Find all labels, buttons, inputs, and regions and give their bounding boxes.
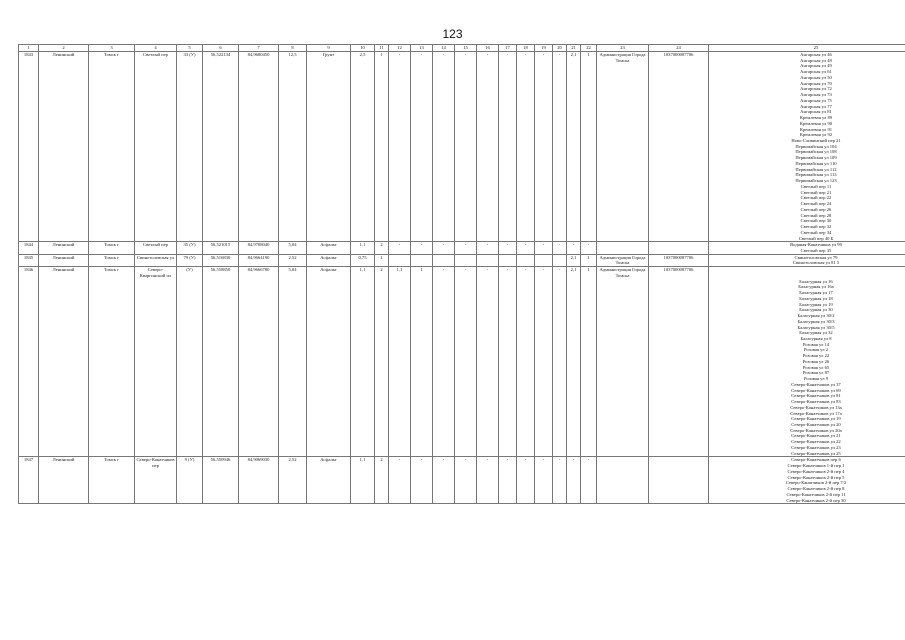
address-item: Первомайская ул 112: [795, 166, 837, 172]
table-cell: -: [553, 52, 567, 242]
address-item: Ангарская ул 61: [800, 69, 832, 75]
address-item: Свинотоловская ул 79: [794, 254, 838, 260]
table-cell: -: [499, 267, 517, 457]
address-item: Северо-Канатчиков 2-й пер 8: [787, 486, 845, 492]
table-cell: -: [499, 242, 517, 254]
table-cell: 56,558850: [203, 267, 239, 457]
address-item: Балагурная ул 30/5: [797, 324, 835, 330]
table-cell: -: [477, 267, 499, 457]
column-header: 21: [567, 45, 581, 52]
column-header: 17: [499, 45, 517, 52]
address-item: Розовая ул 2: [803, 347, 829, 353]
address-item: Северо-Канатчиков ул 25: [791, 450, 841, 456]
table-cell: -: [567, 242, 581, 254]
address-item: Розовая ул 65: [802, 364, 830, 370]
address-item: Балагурная ул 18: [799, 295, 833, 301]
table-cell: Асфальт: [307, 242, 351, 254]
address-item: Светлый пер 34: [800, 229, 832, 235]
address-item: Светлый пер 24: [800, 201, 832, 207]
address-item: Первомайская ул 110: [795, 160, 837, 166]
table-cell: Ленинский: [39, 52, 89, 242]
address-item: Кремлевая ул 89: [799, 115, 833, 121]
table-cell: -: [581, 457, 597, 504]
table-cell: 2,1: [567, 267, 581, 457]
table-cell: -: [455, 457, 477, 504]
table-cell: 1037000087706: [649, 254, 709, 266]
table-row: [19, 242, 905, 254]
address-item: Розовая ул 14: [802, 341, 830, 347]
table-cell: 2,1: [567, 52, 581, 242]
table-row: [19, 52, 905, 242]
address-item: Северо-Канатчиков пер 6: [791, 457, 841, 463]
address-item: Светлый пер 22: [800, 195, 832, 201]
table-cell: Томск г: [89, 52, 135, 242]
table-cell: -: [535, 242, 553, 254]
table-cell: Северо-Кваргинский пл: [135, 267, 177, 457]
column-header: 23: [597, 45, 649, 52]
address-item: Северо-Канатчиков ул 20а: [790, 427, 842, 433]
column-header: 3: [89, 45, 135, 52]
column-header: 10: [351, 45, 375, 52]
table-cell: [553, 254, 567, 266]
column-header: 7: [239, 45, 279, 52]
table-row: [19, 254, 905, 266]
table-cell: Администрация Города Томска: [597, 254, 649, 266]
table-cell: -: [477, 52, 499, 242]
table-cell: -: [477, 242, 499, 254]
table-cell: 1846: [19, 267, 39, 457]
address-item: Светлый пер 11: [800, 183, 832, 189]
table-cell: -: [553, 457, 567, 504]
table-cell: 1037000087706: [649, 267, 709, 457]
address-item: Первомайская ул 108: [795, 149, 837, 155]
address-item: Северо-Канатчиков ул 20: [791, 422, 841, 427]
table-cell: -: [517, 267, 535, 457]
table-cell: 1037000087706: [649, 52, 709, 242]
address-item: Ангарская ул 75: [800, 97, 832, 103]
column-header: 13: [411, 45, 433, 52]
table-cell: -: [389, 242, 411, 254]
table-cell: 12,5: [279, 52, 307, 242]
table-cell: -: [411, 457, 433, 504]
column-header: 18: [517, 45, 535, 52]
table-cell: Светлый пер: [135, 52, 177, 242]
column-header: 12: [389, 45, 411, 52]
address-item: Северо-Канатчиков ул 19: [791, 416, 841, 422]
table-cell: Северо-Канатчиков пер: [135, 457, 177, 504]
table-cell: -: [455, 267, 477, 457]
table-cell: 84,9069030: [239, 457, 279, 504]
table-cell: -: [389, 52, 411, 242]
column-header: 4: [135, 45, 177, 52]
table-cell: Ленинский: [39, 267, 89, 457]
table-cell: 56,516830: [203, 254, 239, 266]
table-cell: [649, 242, 709, 254]
address-item: Ангарская ул 77: [800, 103, 832, 109]
table-cell: [389, 254, 411, 266]
address-item: Северо-Канатчиков ул 81: [791, 393, 841, 399]
table-cell: -: [411, 52, 433, 242]
table-cell: Асфальт: [307, 254, 351, 266]
address-item: Северо-Канатчиков 2-й пер 7/2: [785, 480, 847, 486]
address-item: Северо-Канатчиков ул 83: [791, 399, 841, 405]
table-cell: 1: [581, 52, 597, 242]
column-header: 24: [649, 45, 709, 52]
address-item: Светлый пер 26: [800, 206, 832, 212]
table-cell: Томск г: [89, 242, 135, 254]
address-item: Розовая ул 87: [802, 370, 830, 376]
address-item: Светлый пер 40 Б: [798, 235, 834, 241]
table-cell: 1: [581, 254, 597, 266]
table-cell: 33 (У): [177, 52, 203, 242]
table-cell: [597, 242, 649, 254]
column-header: 25: [709, 45, 905, 52]
address-item: Северо-Канатчиков ул 21: [791, 433, 841, 439]
table-cell: 84,9680450: [239, 52, 279, 242]
table-cell: 0,75: [351, 254, 375, 266]
address-item: Балагурная ул 17: [799, 290, 833, 296]
table-cell: 1845: [19, 254, 39, 266]
table-cell: -: [499, 457, 517, 504]
column-header: 9: [307, 45, 351, 52]
table-cell: Администрация Города Томска: [597, 52, 649, 242]
column-header: 5: [177, 45, 203, 52]
address-item: Северо-Канатчиков 2-й пер 30: [786, 497, 846, 503]
address-item: Светлый пер 21: [800, 189, 832, 195]
address-item: Ангарская ул 81: [800, 109, 832, 115]
address-item: Ангарская ул 49: [800, 63, 832, 69]
table-cell: 2,1: [567, 254, 581, 266]
table-cell: 1,1: [351, 267, 375, 457]
table-cell: 84,9708040: [239, 242, 279, 254]
address-item: Балагурная ул 30/3: [797, 318, 835, 324]
column-header: 22: [581, 45, 597, 52]
table-cell: 1844: [19, 242, 39, 254]
table-cell: 2: [375, 242, 389, 254]
column-header: 19: [535, 45, 553, 52]
table-cell: -: [433, 457, 455, 504]
table-cell: 56,521015: [203, 242, 239, 254]
column-header: 1: [19, 45, 39, 52]
table-cell: 2: [375, 457, 389, 504]
table-cell: -: [455, 52, 477, 242]
address-item: Северо-Канатчиков ул 69: [791, 387, 841, 393]
table-cell: [433, 254, 455, 266]
address-list: [709, 267, 905, 457]
table-cell: -: [433, 52, 455, 242]
table-cell: Томск г: [89, 457, 135, 504]
table-cell: -: [411, 242, 433, 254]
address-item: Ангарская ул 46: [800, 52, 832, 57]
table-cell: -: [535, 52, 553, 242]
address-item: Светлый пер 30: [800, 218, 832, 224]
address-item: Балагурная ул 19: [799, 301, 833, 307]
table-cell: [477, 254, 499, 266]
table-cell: -: [455, 242, 477, 254]
column-header: 6: [203, 45, 239, 52]
address-item: Балагурная ул 32: [799, 330, 833, 336]
table-cell: -: [517, 242, 535, 254]
table-cell: -: [433, 267, 455, 457]
registry-table: [18, 44, 905, 504]
address-item: Северо-Канатчиков 2-й пер 4: [787, 468, 845, 474]
address-item: Северо-Канатчиков ул 13а: [790, 404, 842, 410]
address-item: Водяная-Канатчиков ул 99: [790, 242, 842, 248]
address-item: Ново-Сливинский пер 21: [791, 138, 841, 144]
table-cell: 1,1: [351, 457, 375, 504]
address-item: Ангарская ул 48: [800, 57, 832, 63]
address-item: Ангарская ул 70: [800, 80, 832, 86]
address-item: Свинотоловская ул 81 5: [792, 260, 840, 266]
address-list: [709, 52, 905, 242]
table-cell: Светлый пер: [135, 242, 177, 254]
table-cell: -: [553, 267, 567, 457]
table-cell: Асфальт: [307, 267, 351, 457]
address-item: Балагурная ул 30: [799, 307, 833, 313]
table-row: [19, 457, 905, 504]
table-cell: -: [567, 457, 581, 504]
address-item: Северо-Канатчиков ул 37: [791, 381, 841, 387]
table-cell: -: [433, 242, 455, 254]
address-item: Первомайская ул 123: [795, 178, 837, 184]
address-item: Кремлевая ул 91: [799, 126, 833, 132]
address-item: Розовая ул 26: [802, 358, 830, 364]
column-header: 8: [279, 45, 307, 52]
column-header: 14: [433, 45, 455, 52]
column-header: 16: [477, 45, 499, 52]
table-cell: 79 (У): [177, 254, 203, 266]
table-cell: 2,5: [351, 52, 375, 242]
table-cell: [649, 457, 709, 504]
address-item: Розовая ул 9: [803, 376, 829, 382]
table-cell: -: [477, 457, 499, 504]
table-cell: 2,52: [279, 457, 307, 504]
table-cell: 2: [375, 267, 389, 457]
address-item: Балагурная ул 30/2: [797, 313, 835, 319]
table-cell: 9 (У): [177, 457, 203, 504]
column-header: 2: [39, 45, 89, 52]
address-item: Светлый пер 32: [800, 224, 832, 230]
table-cell: [517, 254, 535, 266]
table-body: [19, 45, 905, 504]
table-cell: Томск г: [89, 267, 135, 457]
table-cell: 56,522134: [203, 52, 239, 242]
header-row: [19, 45, 905, 52]
address-list: [709, 457, 905, 504]
table-cell: [597, 457, 649, 504]
address-item: Розовая ул 22: [802, 353, 830, 359]
table-cell: -: [535, 457, 553, 504]
address-item: Кремлевая ул 90: [799, 120, 833, 126]
address-item: Кремлевая ул 92: [799, 132, 833, 138]
table-cell: (У): [177, 267, 203, 457]
address-item: Ангарская ул 72: [800, 86, 832, 92]
address-item: Светлый пер 35: [800, 247, 832, 253]
table-cell: Асфальт: [307, 457, 351, 504]
table-cell: [499, 254, 517, 266]
table-cell: 84,9666780: [239, 267, 279, 457]
table-cell: 1: [581, 267, 597, 457]
address-item: Балагурная ул 16: [799, 278, 833, 284]
table-cell: 1: [375, 254, 389, 266]
table-cell: -: [517, 457, 535, 504]
page-number: 123: [442, 27, 463, 41]
table-cell: 84,9664190: [239, 254, 279, 266]
address-item: Северо-Канатчиков ул 17а: [790, 410, 842, 416]
table-cell: 2,52: [279, 254, 307, 266]
table-cell: 56,550946: [203, 457, 239, 504]
table-cell: 1,1: [351, 242, 375, 254]
address-list: [709, 254, 905, 266]
table-cell: -: [389, 457, 411, 504]
table-cell: 35 (У): [177, 242, 203, 254]
table-cell: Ленинский: [39, 457, 89, 504]
address-item: Первомайская ул 104: [795, 143, 837, 149]
table-cell: -: [499, 52, 517, 242]
table-row: [19, 267, 905, 457]
table-cell: Грунт: [307, 52, 351, 242]
address-item: Светлый пер 28: [800, 212, 832, 218]
table-cell: [455, 254, 477, 266]
table-cell: 1847: [19, 457, 39, 504]
table-cell: Томск г: [89, 254, 135, 266]
column-header: 20: [553, 45, 567, 52]
table-cell: -: [517, 52, 535, 242]
address-item: Северо-Канатчиков 2-й пер 5: [787, 474, 845, 480]
table-cell: -: [535, 267, 553, 457]
table-cell: Администрация Города Томска: [597, 267, 649, 457]
table-cell: Свинотоловская ул: [135, 254, 177, 266]
table-cell: [411, 254, 433, 266]
address-item: Северо-Канатчиков ул 22: [791, 439, 841, 445]
table-cell: Ленинский: [39, 242, 89, 254]
table-cell: 5,04: [279, 242, 307, 254]
table-cell: 1: [411, 267, 433, 457]
address-item: Первомайская ул 109: [795, 155, 837, 161]
table-cell: 1843: [19, 52, 39, 242]
address-item: Ангарская ул 73: [800, 92, 832, 98]
address-item: Балагурная ул 16а: [798, 284, 834, 290]
address-item: Первомайская ул 113: [795, 172, 837, 178]
table-cell: [535, 254, 553, 266]
table-cell: 1: [375, 52, 389, 242]
column-header: 11: [375, 45, 389, 52]
address-item: Ангарская ул 50: [800, 74, 832, 80]
table-cell: 5,04: [279, 267, 307, 457]
table-cell: Ленинский: [39, 254, 89, 266]
address-list: [709, 242, 905, 254]
address-item: Северо-Канатчиков 2-й пер 11: [786, 491, 846, 497]
address-item: Балагурная ул 8: [800, 335, 832, 341]
table-cell: 1,1: [389, 267, 411, 457]
column-header: 15: [455, 45, 477, 52]
address-item: Северо-Канатчиков 1-й пер 1: [787, 463, 845, 469]
address-item: Северо-Канатчиков ул 23: [791, 444, 841, 450]
table-cell: -: [553, 242, 567, 254]
table-cell: -: [581, 242, 597, 254]
